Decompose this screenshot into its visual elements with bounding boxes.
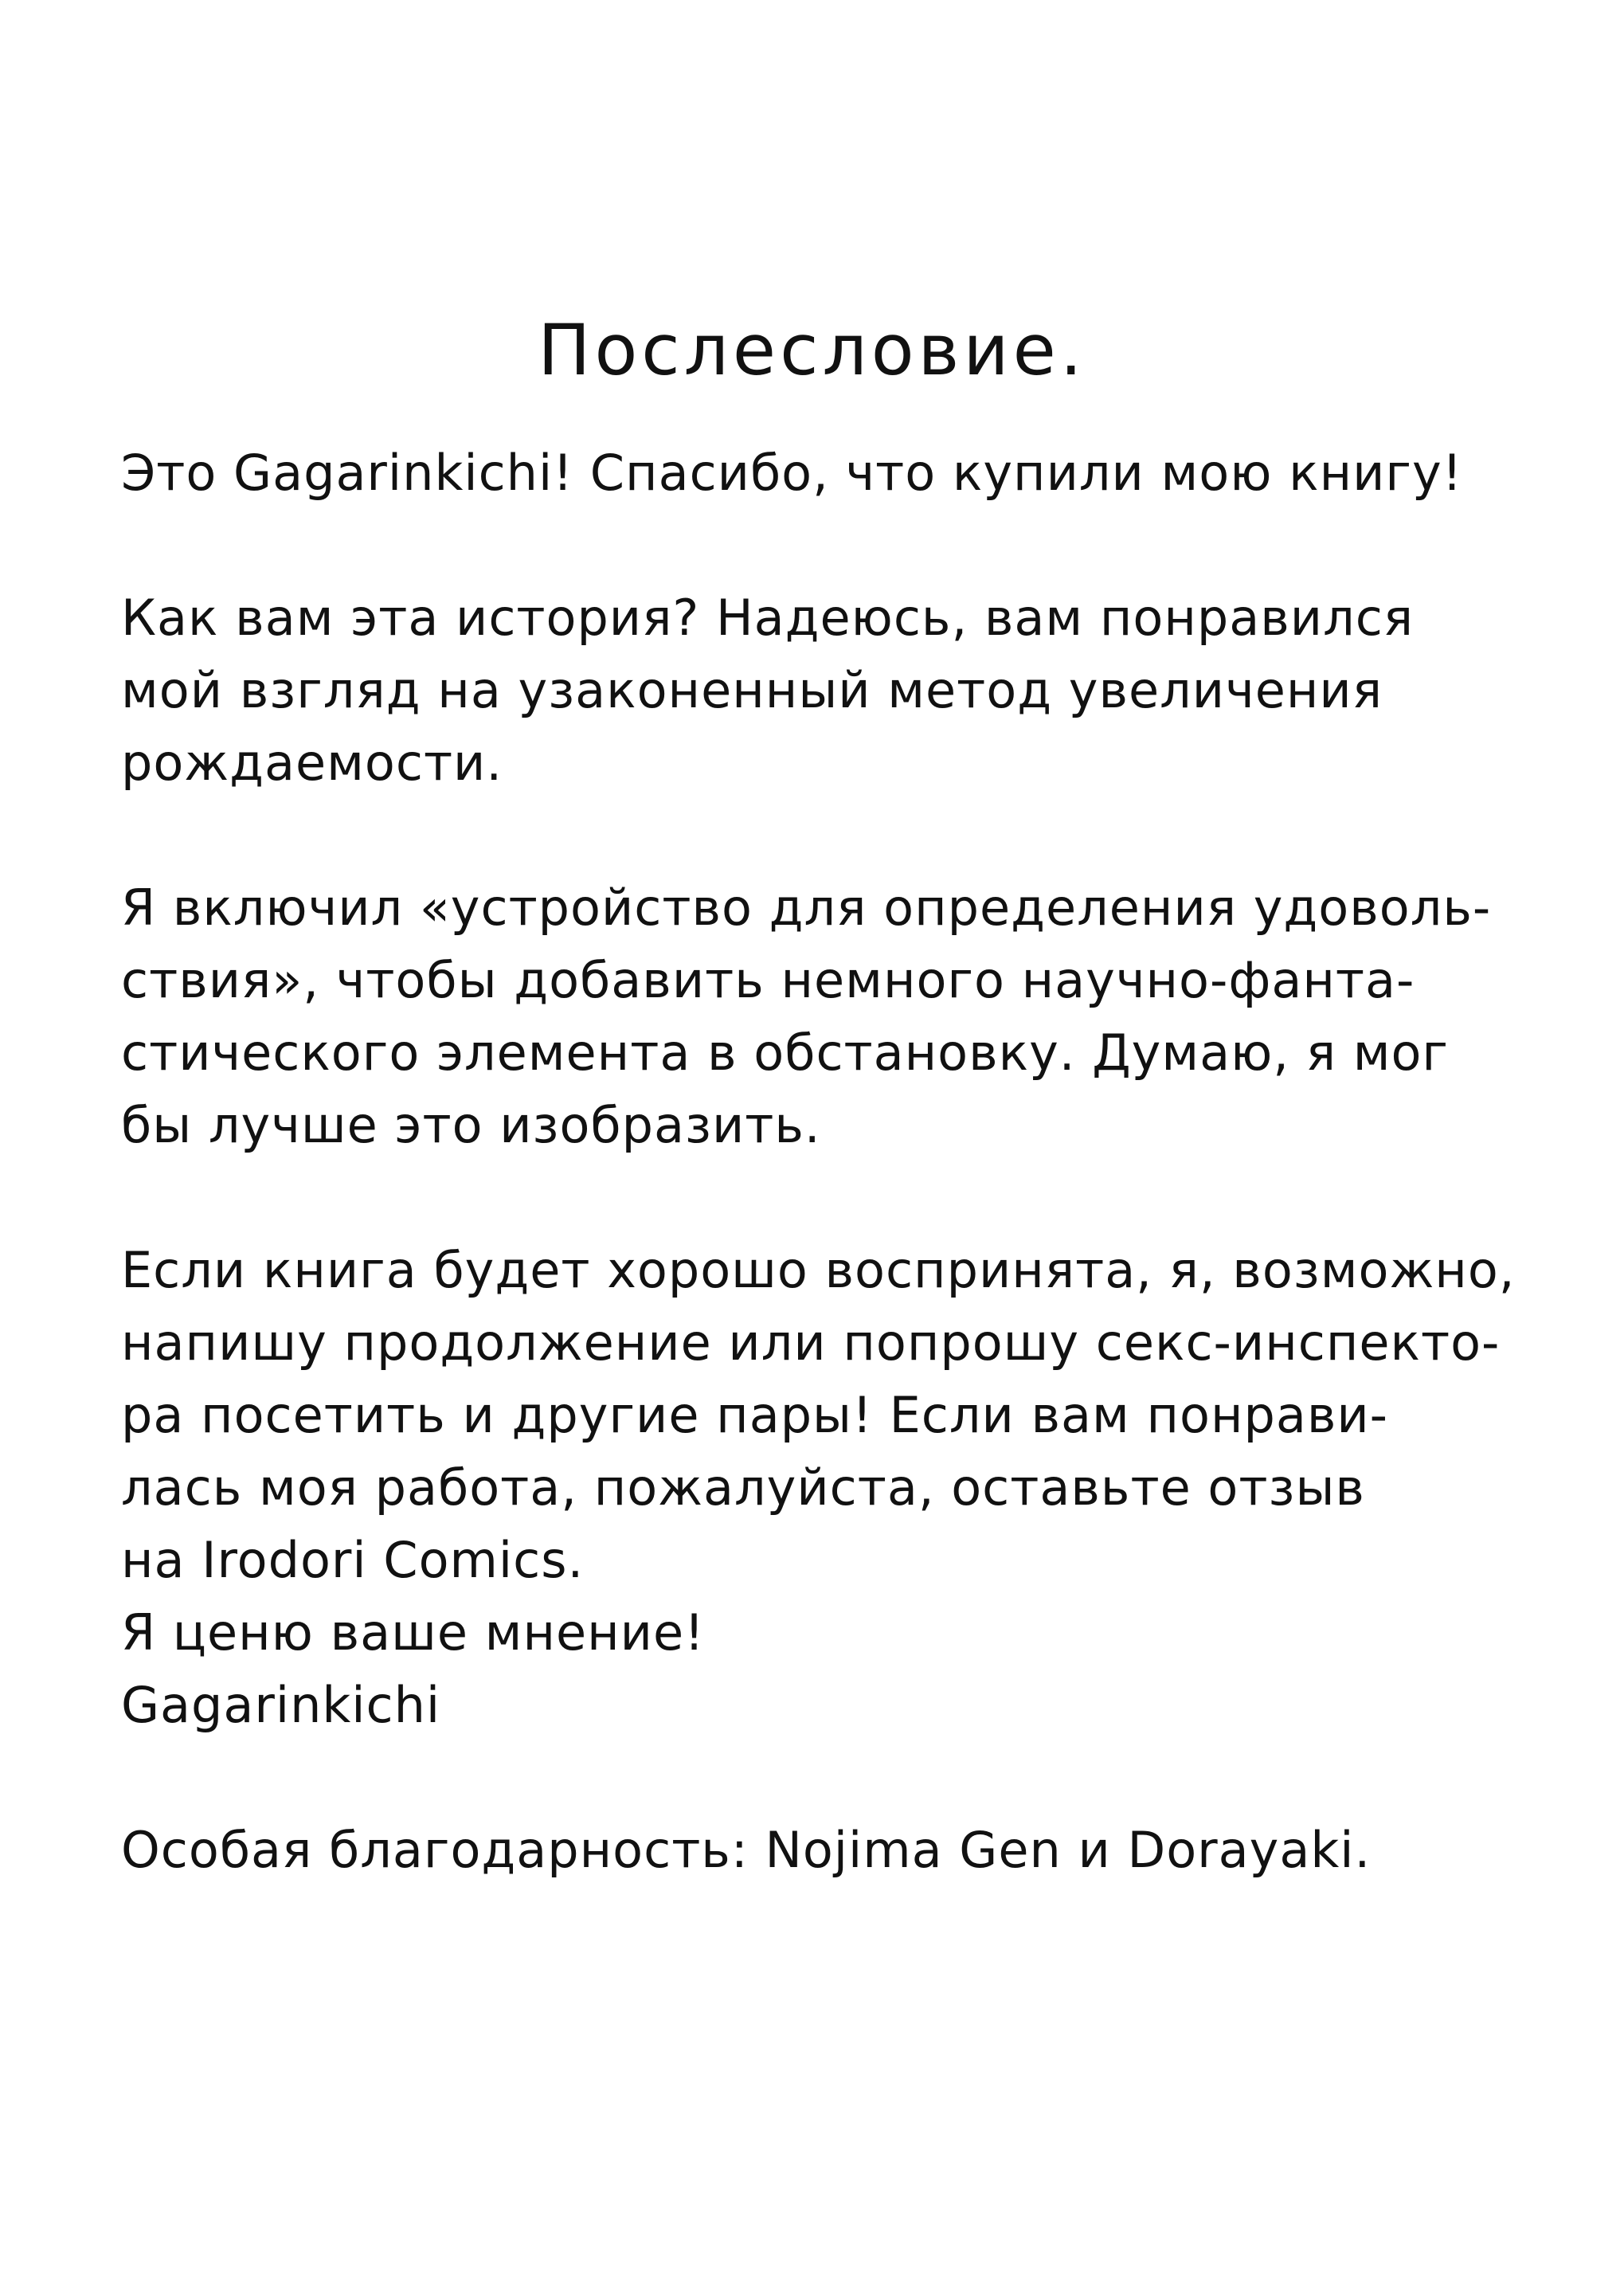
text-line: ра посетить и другие пары! Если вам понрави-: [121, 1386, 1389, 1444]
text-line: Это Gagarinkichi! Спасибо, что купили мою книгу!: [121, 444, 1463, 502]
text-line: на Irodori Comics.: [121, 1531, 585, 1589]
text-line: стического элемента в обстановку. Думаю, я мог: [121, 1024, 1449, 1082]
text-line: Особая благодарность: Nojima Gen и Dorayaki.: [121, 1821, 1372, 1879]
paragraph-sequel: [121, 1234, 1555, 1741]
paragraph-device: [121, 871, 1555, 1161]
text-line: бы лучше это изобразить.: [121, 1096, 821, 1154]
text-line: напишу продолжение или попрошу секс-инспекто-: [121, 1313, 1501, 1372]
afterword-body: [121, 436, 1555, 1886]
text-line: Если книга будет хорошо воспринята, я, возможно,: [121, 1241, 1516, 1299]
text-line: ствия», чтобы добавить немного научно-фанта-: [121, 951, 1415, 1009]
text-line: мой взгляд на узаконенный метод увеличения: [121, 661, 1383, 719]
text-line: Я ценю ваше мнение!: [121, 1603, 705, 1662]
text-line: рождаемости.: [121, 734, 503, 792]
text-line: Я включил «устройство для определения удоволь-: [121, 879, 1492, 937]
text-line: лась моя работа, пожалуйста, оставьте отзыв: [121, 1458, 1365, 1517]
page-title: Послесловие.: [538, 309, 1086, 391]
paragraph-story: [121, 581, 1555, 799]
text-line: Как вам эта история? Надеюсь, вам понравился: [121, 589, 1415, 647]
paragraph-special-thanks: [121, 1814, 1555, 1886]
paragraph-thanks: [121, 436, 1555, 509]
author-signature: Gagarinkichi: [121, 1676, 441, 1734]
